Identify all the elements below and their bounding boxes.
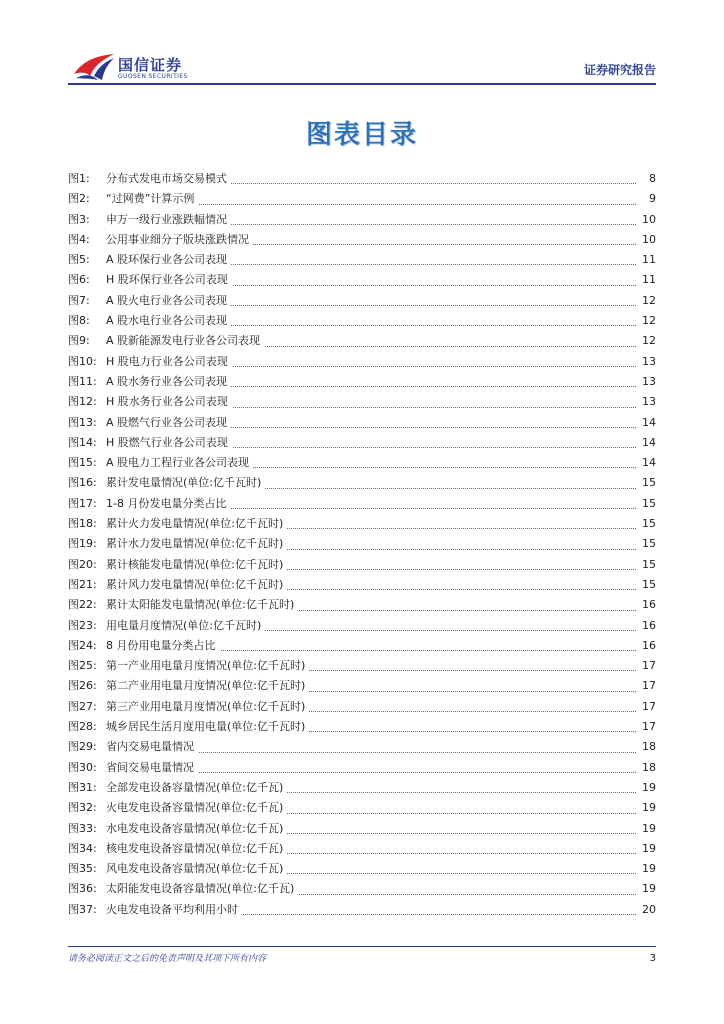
toc-entry-page[interactable]: 20: [636, 900, 656, 920]
toc-entry-title[interactable]: 用电量月度情况(单位:亿千瓦时): [106, 616, 265, 636]
toc-entry-label: 图21:: [68, 577, 97, 591]
toc-entry-page[interactable]: 17: [636, 656, 656, 676]
toc-entry-title[interactable]: 省内交易电量情况: [106, 737, 198, 757]
toc-entry-label: 图15:: [68, 456, 97, 470]
toc-entry-title[interactable]: 风电发电设备容量情况(单位:亿千瓦): [106, 859, 287, 879]
toc-entry-title[interactable]: 第一产业用电量月度情况(单位:亿千瓦时): [106, 656, 309, 676]
toc-entry-label: 图1:: [68, 172, 90, 185]
toc-entry-label: 图33:: [68, 821, 97, 835]
toc-entry-page[interactable]: 15: [636, 555, 656, 575]
toc-entry-title[interactable]: 累计太阳能发电量情况(单位:亿千瓦时): [106, 595, 298, 615]
toc-entry-page[interactable]: 15: [636, 534, 656, 554]
toc-entry-label: 图26:: [68, 679, 97, 693]
toc-entry-label: 图18:: [68, 517, 97, 531]
toc-entry-label: 图30:: [68, 760, 97, 774]
toc-entry-title[interactable]: 申万一级行业涨跌幅情况: [106, 210, 231, 230]
toc-entry-label: 图22:: [68, 598, 97, 612]
toc-entry-title[interactable]: 水电发电设备容量情况(单位:亿千瓦): [106, 819, 287, 839]
toc-entry-title[interactable]: A 股燃气行业各公司表现: [106, 413, 231, 433]
page-header: [0, 0, 724, 90]
toc-entry-page[interactable]: 19: [636, 778, 656, 798]
toc-entry-title[interactable]: 太阳能发电设备容量情况(单位:亿千瓦): [106, 879, 298, 899]
toc-entry-label: 图13:: [68, 415, 97, 429]
toc-entry-label: 图36:: [68, 882, 97, 896]
company-logo: [72, 52, 222, 86]
toc-entry-title[interactable]: H 股环保行业各公司表现: [106, 270, 232, 290]
toc-entry-title[interactable]: 第二产业用电量月度情况(单位:亿千瓦时): [106, 676, 309, 696]
page-title: 图表目录: [305, 120, 418, 150]
toc-entry-page[interactable]: 15: [636, 494, 656, 514]
toc-entry-page[interactable]: 19: [636, 859, 656, 879]
toc-entry-page[interactable]: 14: [636, 453, 656, 473]
toc-entry-title[interactable]: H 股水务行业各公司表现: [106, 392, 232, 412]
toc-entry-title[interactable]: “过网费”计算示例: [106, 189, 198, 209]
toc-entry-label: 图10:: [68, 354, 97, 368]
toc-entry-label: 图6:: [68, 273, 90, 287]
toc-entry-page[interactable]: 16: [636, 595, 656, 615]
toc-entry-label: 图14:: [68, 435, 97, 449]
toc-entry-page[interactable]: 11: [636, 250, 656, 270]
toc-entry-title[interactable]: 累计火力发电量情况(单位:亿千瓦时): [106, 514, 287, 534]
logo-chinese-text: 国信证券: [118, 56, 183, 74]
toc-entry-label: 图23:: [68, 618, 97, 632]
toc-entry-title[interactable]: A 股电力工程行业各公司表现: [106, 453, 253, 473]
toc-entry-page[interactable]: 12: [636, 311, 656, 331]
toc-entry-title[interactable]: A 股新能源发电行业各公司表现: [106, 331, 264, 351]
toc-entry-title[interactable]: A 股水电行业各公司表现: [106, 311, 231, 331]
toc-entry-title[interactable]: 累计核能发电量情况(单位:亿千瓦时): [106, 555, 287, 575]
toc-entry-label: 图4:: [68, 232, 90, 246]
toc-entry-label: 图37:: [68, 902, 97, 916]
toc-entry-page[interactable]: 17: [636, 717, 656, 737]
toc-entry-title[interactable]: 1-8 月份发电量分类占比: [106, 494, 230, 514]
toc-entry-page[interactable]: 15: [636, 575, 656, 595]
toc-entry-label: 图8:: [68, 314, 90, 328]
toc-entry-page[interactable]: 18: [636, 758, 656, 778]
toc-entry-label: 图16:: [68, 476, 97, 490]
toc-entry-label: 图11:: [68, 374, 97, 388]
toc-entry-page[interactable]: 14: [636, 433, 656, 453]
logo-english-text: GUOSEN SECURITIES: [118, 73, 188, 80]
toc-entry-page[interactable]: 19: [636, 839, 656, 859]
toc-entry-page[interactable]: 14: [636, 413, 656, 433]
guosen-logo-icon: [72, 52, 116, 82]
report-type-label: 证券研究报告: [583, 63, 656, 77]
toc-entry-label: 图32:: [68, 801, 97, 815]
toc-entry-label: 图28:: [68, 720, 97, 734]
toc-entry-page[interactable]: 13: [636, 352, 656, 372]
toc-entry-page[interactable]: 11: [636, 270, 656, 290]
toc-entry-label: 图29:: [68, 740, 97, 754]
toc-entry-page[interactable]: 15: [636, 473, 656, 493]
footer-divider: [68, 946, 656, 947]
toc-entry-label: 图5:: [68, 253, 90, 267]
toc-entry-label: 图20:: [68, 557, 97, 571]
toc-entry[interactable]: [68, 900, 656, 920]
toc-entry-title[interactable]: 城乡居民生活月度用电量(单位:亿千瓦时): [106, 717, 309, 737]
toc-entry-title[interactable]: 火电发电设备容量情况(单位:亿千瓦): [106, 798, 287, 818]
toc-entry-title[interactable]: 累计发电量情况(单位:亿千瓦时): [106, 473, 265, 493]
toc-entry-title[interactable]: 省间交易电量情况: [106, 758, 198, 778]
toc-entry-page[interactable]: 15: [636, 514, 656, 534]
toc-entry-label: 图27:: [68, 699, 97, 713]
toc-entry-label: 图12:: [68, 395, 97, 409]
toc-entry-label: 图35:: [68, 862, 97, 876]
toc-entry-page[interactable]: 16: [636, 636, 656, 656]
figure-table-of-contents: [68, 169, 656, 920]
toc-entry-label: 图7:: [68, 293, 90, 307]
toc-entry-label: 图3:: [68, 212, 90, 226]
toc-entry-page[interactable]: 19: [636, 798, 656, 818]
toc-entry-page[interactable]: 19: [636, 819, 656, 839]
header-divider: [68, 83, 656, 85]
toc-entry-page[interactable]: 10: [636, 230, 656, 250]
footer-disclaimer: 请务必阅读正文之后的免责声明及其项下所有内容: [68, 954, 267, 964]
toc-entry-title[interactable]: 火电发电设备平均利用小时: [106, 900, 242, 920]
toc-entry-label: 图2:: [68, 192, 90, 206]
toc-entry-label: 图9:: [68, 334, 90, 348]
toc-entry-title[interactable]: 公用事业细分子版块涨跌情况: [106, 230, 253, 250]
toc-entry-title[interactable]: 累计风力发电量情况(单位:亿千瓦时): [106, 575, 287, 595]
toc-entry-page[interactable]: 9: [636, 189, 656, 209]
toc-entry-title[interactable]: H 股电力行业各公司表现: [106, 352, 232, 372]
toc-entry-page[interactable]: 16: [636, 616, 656, 636]
footer-page-number: 3: [649, 953, 656, 964]
toc-entry-page[interactable]: 18: [636, 737, 656, 757]
toc-entry-page[interactable]: 13: [636, 372, 656, 392]
toc-entry-title[interactable]: 核电发电设备容量情况(单位:亿千瓦): [106, 839, 287, 859]
toc-entry-page[interactable]: 13: [636, 392, 656, 412]
toc-entry-page[interactable]: 19: [636, 879, 656, 899]
toc-entry-title[interactable]: 8 月份用电量分类占比: [106, 636, 220, 656]
toc-entry-title[interactable]: 累计水力发电量情况(单位:亿千瓦时): [106, 534, 287, 554]
toc-entry-label: 图17:: [68, 496, 97, 510]
toc-entry-label: 图24:: [68, 638, 97, 652]
toc-entry-title[interactable]: A 股环保行业各公司表现: [106, 250, 231, 270]
toc-entry-label: 图31:: [68, 780, 97, 794]
toc-entry-title[interactable]: 分布式发电市场交易模式: [106, 169, 231, 189]
toc-entry-page[interactable]: 12: [636, 291, 656, 311]
toc-entry-title[interactable]: 第三产业用电量月度情况(单位:亿千瓦时): [106, 697, 309, 717]
toc-entry-label: 图25:: [68, 659, 97, 673]
toc-entry-title[interactable]: 全部发电设备容量情况(单位:亿千瓦): [106, 778, 287, 798]
toc-entry-page[interactable]: 12: [636, 331, 656, 351]
toc-entry-title[interactable]: A 股水务行业各公司表现: [106, 372, 231, 392]
toc-entry-title[interactable]: H 股燃气行业各公司表现: [106, 433, 232, 453]
toc-entry-label: 图34:: [68, 841, 97, 855]
toc-entry-page[interactable]: 8: [636, 169, 656, 189]
toc-entry-page[interactable]: 10: [636, 210, 656, 230]
toc-entry-title[interactable]: A 股火电行业各公司表现: [106, 291, 231, 311]
toc-entry-label: 图19:: [68, 537, 97, 551]
toc-entry-page[interactable]: 17: [636, 697, 656, 717]
toc-entry-page[interactable]: 17: [636, 676, 656, 696]
